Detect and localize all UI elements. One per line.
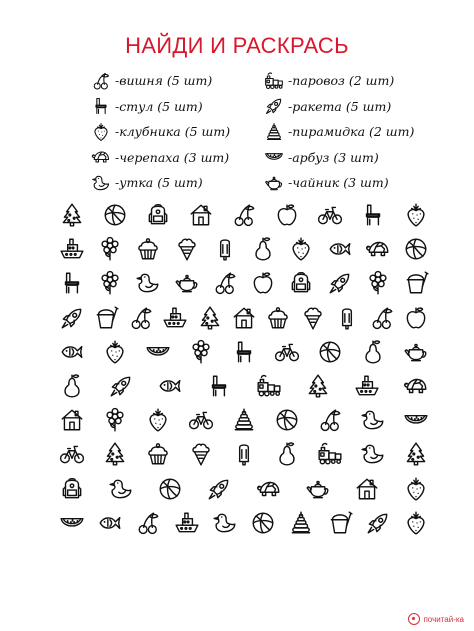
legend-item [90, 145, 230, 171]
bucket-icon [326, 509, 354, 537]
house-icon [187, 201, 215, 229]
legend-label: -клубника (5 шт) [115, 124, 231, 140]
backpack-icon [287, 269, 315, 297]
tree-icon [58, 201, 86, 229]
pyramid-icon [230, 406, 258, 434]
rocket-icon [205, 475, 233, 503]
page-title: НАЙДИ И РАСКРАСЬ [125, 33, 349, 58]
legend-label: -вишня (5 шт) [115, 73, 213, 89]
pyramid-icon [263, 121, 285, 143]
chair-icon [90, 95, 112, 117]
strawberry-icon [402, 201, 430, 229]
cherry-icon [127, 304, 155, 332]
picture-grid [58, 198, 430, 608]
backpack-icon [144, 201, 172, 229]
tree-icon [101, 440, 129, 468]
turtle-icon [402, 372, 430, 400]
legend-label: -черепаха (3 шт) [115, 149, 230, 165]
popsicle-icon [211, 235, 239, 263]
tree-icon [304, 372, 332, 400]
legend-label: -чайник (3 шт) [288, 175, 389, 191]
duck-icon [359, 406, 387, 434]
icecream-icon [173, 235, 201, 263]
boat-icon [353, 372, 381, 400]
legend-left-column [90, 68, 230, 196]
bike-icon [187, 406, 215, 434]
popsicle-icon [230, 440, 258, 468]
ball-icon [402, 235, 430, 263]
legend-label: -утка (5 шт) [115, 175, 203, 191]
teapot-icon [304, 475, 332, 503]
turtle-icon [255, 475, 283, 503]
legend-item [263, 68, 414, 94]
boat-icon [58, 235, 86, 263]
bike-icon [58, 440, 86, 468]
fish-icon [58, 338, 86, 366]
legend-right-column [263, 68, 414, 196]
legend-item [263, 170, 414, 196]
chair-icon [359, 201, 387, 229]
cherry-icon [230, 201, 258, 229]
cherry-icon [134, 509, 162, 537]
strawberry-icon [402, 509, 430, 537]
fish-icon [326, 235, 354, 263]
legend-label: -пирамидка (2 шт) [288, 124, 415, 140]
bike-icon [316, 201, 344, 229]
icecream-icon [187, 440, 215, 468]
backpack-icon [58, 475, 86, 503]
legend-item [263, 94, 414, 120]
rocket-icon [107, 372, 135, 400]
grid-row [58, 232, 430, 266]
turtle-icon [90, 146, 112, 168]
brand-text: почитай-ка [423, 614, 464, 624]
legend-item [90, 170, 230, 196]
chair-icon [58, 269, 86, 297]
duck-icon [359, 440, 387, 468]
grid-row [58, 437, 430, 471]
legend-label: -стул (5 шт) [115, 98, 203, 114]
duck-icon [134, 269, 162, 297]
apple-icon [249, 269, 277, 297]
cupcake-icon [264, 304, 292, 332]
grid-row [58, 301, 430, 335]
watermelon-icon [263, 146, 285, 168]
house-icon [353, 475, 381, 503]
house-icon [230, 304, 258, 332]
teapot-icon [402, 338, 430, 366]
legend-item [90, 94, 230, 120]
strawberry-icon [90, 121, 112, 143]
strawberry-icon [402, 475, 430, 503]
rocket-icon [58, 304, 86, 332]
grid-row [58, 335, 430, 369]
chair-icon [205, 372, 233, 400]
train-icon [255, 372, 283, 400]
bike-icon [273, 338, 301, 366]
train-icon [316, 440, 344, 468]
brand-logo [408, 613, 464, 625]
grid-row [58, 506, 430, 540]
duck-icon [211, 509, 239, 537]
pyramid-icon [287, 509, 315, 537]
legend-label: -арбуз (3 шт) [288, 149, 379, 165]
bucket-icon [92, 304, 120, 332]
icecream-icon [299, 304, 327, 332]
tree-icon [402, 440, 430, 468]
ball-icon [316, 338, 344, 366]
watermelon-icon [144, 338, 172, 366]
grid-row [58, 369, 430, 403]
pear-icon [273, 440, 301, 468]
cherry-icon [316, 406, 344, 434]
legend-item [263, 145, 414, 171]
grid-row [58, 198, 430, 232]
cherry-icon [90, 70, 112, 92]
teapot-icon [263, 172, 285, 194]
bucket-icon [402, 269, 430, 297]
cherry-icon [368, 304, 396, 332]
legend-item [90, 119, 230, 145]
pear-icon [249, 235, 277, 263]
flower-icon [101, 406, 129, 434]
ball-icon [273, 406, 301, 434]
grid-row [58, 472, 430, 506]
turtle-icon [364, 235, 392, 263]
duck-icon [90, 172, 112, 194]
legend-item [263, 119, 414, 145]
strawberry-icon [144, 406, 172, 434]
fish-icon [96, 509, 124, 537]
cherry-icon [211, 269, 239, 297]
duck-icon [107, 475, 135, 503]
popsicle-icon [333, 304, 361, 332]
grid-row [58, 266, 430, 300]
ball-icon [249, 509, 277, 537]
tree-icon [196, 304, 224, 332]
cupcake-icon [134, 235, 162, 263]
pear-icon [58, 372, 86, 400]
legend-item [90, 68, 230, 94]
strawberry-icon [101, 338, 129, 366]
grid-row [58, 403, 430, 437]
apple-icon [402, 304, 430, 332]
strawberry-icon [287, 235, 315, 263]
boat-icon [173, 509, 201, 537]
flower-icon [96, 235, 124, 263]
ball-icon [101, 201, 129, 229]
flower-icon [187, 338, 215, 366]
legend-label: -ракета (5 шт) [288, 98, 392, 114]
boat-icon [161, 304, 189, 332]
house-icon [58, 406, 86, 434]
teapot-icon [173, 269, 201, 297]
chair-icon [230, 338, 258, 366]
rocket-icon [263, 95, 285, 117]
watermelon-icon [58, 509, 86, 537]
ball-icon [156, 475, 184, 503]
flower-icon [96, 269, 124, 297]
rocket-icon [326, 269, 354, 297]
rocket-icon [364, 509, 392, 537]
cupcake-icon [144, 440, 172, 468]
train-icon [263, 70, 285, 92]
brand-mark-icon [408, 613, 420, 625]
legend-label: -паровоз (2 шт) [288, 73, 395, 89]
apple-icon [273, 201, 301, 229]
fish-icon [156, 372, 184, 400]
watermelon-icon [402, 406, 430, 434]
pear-icon [359, 338, 387, 366]
flower-icon [364, 269, 392, 297]
